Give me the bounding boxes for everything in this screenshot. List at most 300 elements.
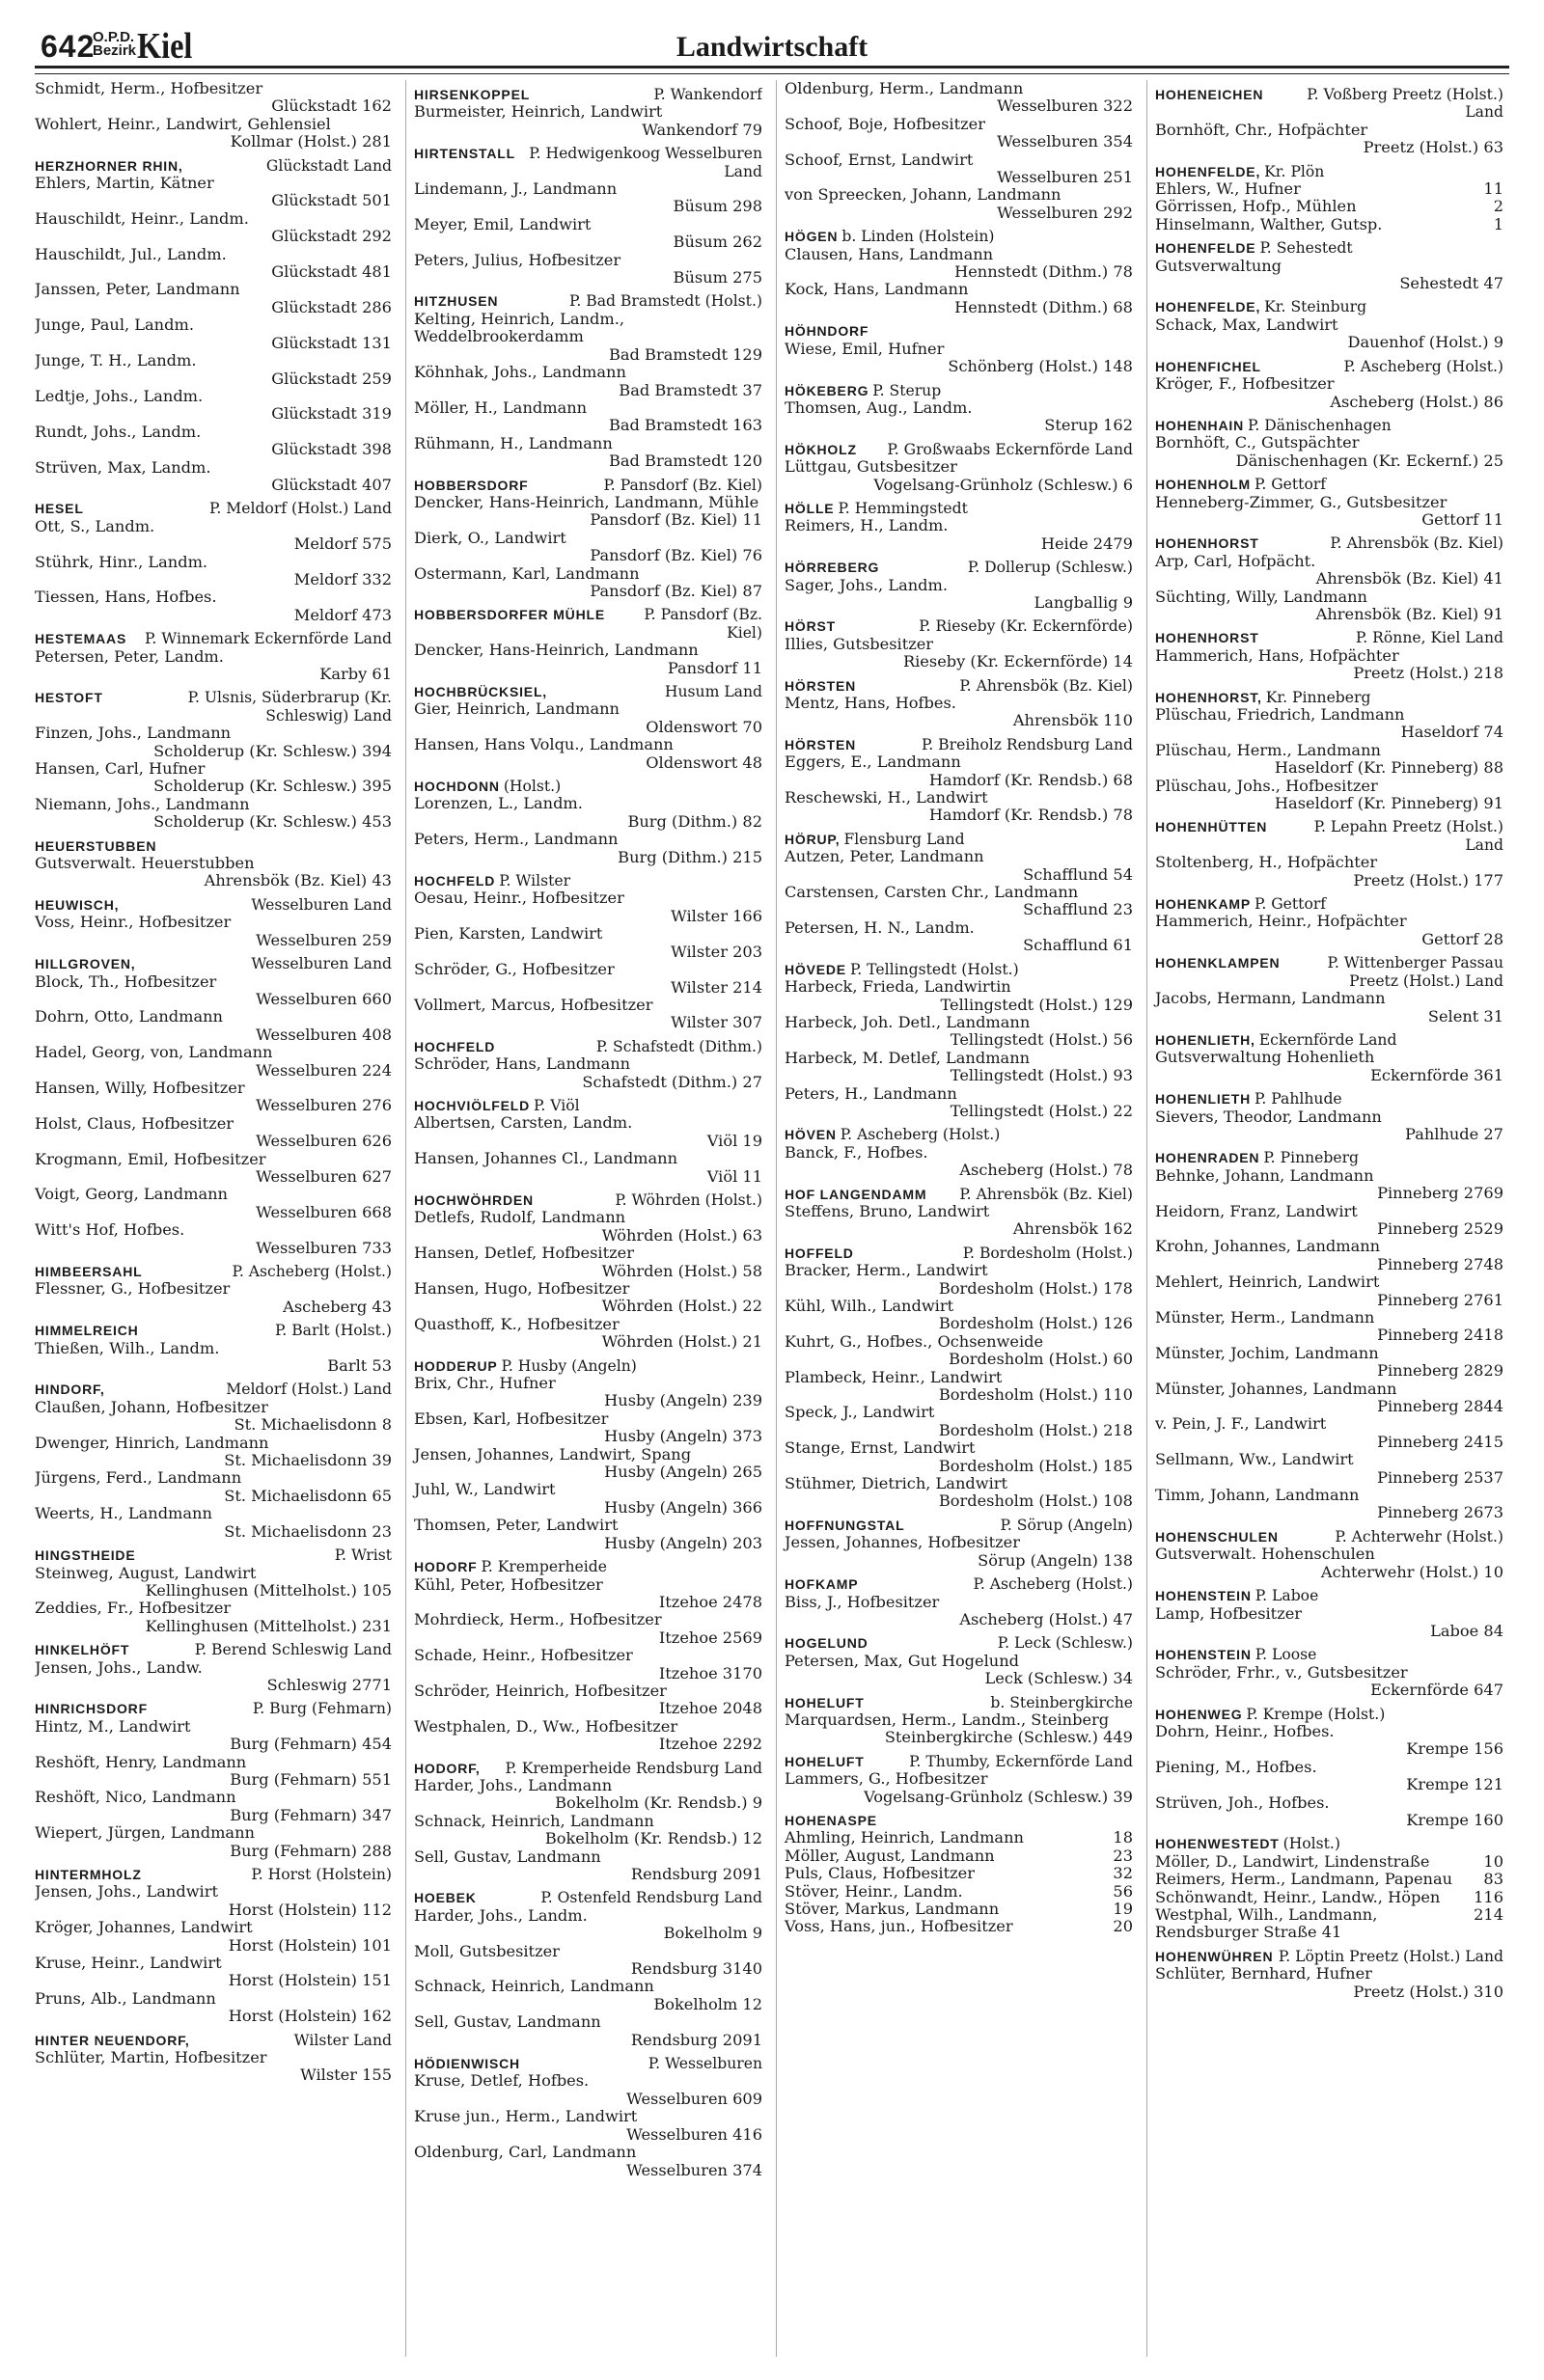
place-name: HIMMELREICH (35, 1323, 139, 1339)
list-item (414, 889, 762, 925)
list-item (414, 1481, 762, 1517)
list-item (1155, 913, 1503, 948)
entry-name: Zeddies, Fr., Hofbesitzer (35, 1599, 232, 1618)
entry-name: Plambeck, Heinr., Landwirt (785, 1367, 1003, 1386)
entry-location: Schönberg (Holst.) 148 (948, 357, 1133, 376)
place-heading (35, 1322, 392, 1339)
entry-name: Gier, Heinrich, Landmann (414, 699, 620, 719)
list-item (414, 399, 762, 435)
place-name: HIRTENSTALL (414, 146, 515, 162)
entry-phone: 23 (1113, 1846, 1133, 1865)
entry-location: Glückstadt 398 (271, 440, 392, 459)
entry-location: Wesselburen 416 (626, 2124, 762, 2144)
entry-name: Möller, D., Landwirt, Lindenstraße (1155, 1851, 1430, 1871)
place-postal: P. Lepahn Preetz (Holst.) Land (1313, 818, 1503, 854)
entry-name: Dohrn, Otto, Landmann (35, 1007, 223, 1026)
place-postal: P. Ahrensbök (Bz. Kiel) (959, 676, 1133, 695)
place-postal: P. Husby (Angeln) (501, 1356, 637, 1375)
place-postal: Eckernförde Land (1258, 1030, 1397, 1049)
page-number: 642 (41, 29, 96, 64)
list-item (1155, 1203, 1503, 1239)
entry-name: Dierk, O., Landwirt (414, 528, 566, 547)
place-heading (414, 292, 762, 310)
list-item (1155, 1853, 1503, 1871)
list-item (1155, 198, 1503, 215)
entry-location: Wesselburen 627 (256, 1166, 392, 1186)
list-item (785, 281, 1133, 316)
entry-name: Puls, Claus, Hofbesitzer (785, 1864, 975, 1883)
entry-name: Autzen, Peter, Landmann (785, 847, 984, 866)
entry-name: Speck, J., Landwirt (785, 1403, 935, 1422)
list-item (414, 961, 762, 997)
entry-location: Haseldorf (Kr. Pinneberg) 88 (1274, 758, 1503, 778)
list-item (785, 1085, 1133, 1121)
place-postal: P. Ascheberg (Holst.) (232, 1263, 392, 1280)
entry-location: Schafflund 61 (1023, 936, 1133, 955)
city-name: Kiel (137, 26, 193, 67)
list-item (35, 914, 392, 949)
entry-location: Preetz (Holst.) 310 (1353, 1982, 1503, 2001)
list-item (414, 736, 762, 772)
list-item (35, 352, 392, 388)
entry-name: Steffens, Bruno, Landwirt (785, 1201, 990, 1220)
list-item (35, 588, 392, 624)
entry-name: Jessen, Johannes, Hofbesitzer (785, 1533, 1020, 1552)
entry-name: Wohlert, Heinr., Landwirt, Gehlensiel (35, 114, 331, 133)
entry-location: Glückstadt 259 (271, 369, 392, 388)
entry-location: Kellinghusen (Mittelholst.) 231 (145, 1616, 392, 1635)
place-postal: Meldorf (Holst.) Land (226, 1381, 392, 1399)
place-postal: Wesselburen Land (251, 895, 392, 914)
list-item (785, 695, 1133, 730)
list-item (785, 517, 1133, 553)
place-heading (785, 1245, 1133, 1262)
entry-name: Kruse, Detlef, Hofbes. (414, 2071, 590, 2091)
entry-phone: 83 (1483, 1870, 1503, 1889)
entry-location: Hennstedt (Dithm.) 68 (954, 297, 1133, 316)
entry-name: Finzen, Johs., Landmann (35, 724, 232, 743)
place-heading (1155, 239, 1503, 257)
list-item (785, 399, 1133, 435)
list-item (1155, 494, 1503, 530)
place-postal: P. Bad Bramstedt (Holst.) (568, 292, 762, 311)
list-item (414, 1410, 762, 1446)
place-heading (785, 500, 1133, 517)
list-item (35, 1990, 392, 2026)
place-postal: b. Steinbergkirche (990, 1693, 1133, 1711)
list-item (1155, 778, 1503, 813)
entry-location: Wesselburen 322 (997, 96, 1133, 116)
entry-name: Peters, H., Landmann (785, 1083, 957, 1103)
place-name: HOHENHAIN (1155, 417, 1244, 433)
entry-location: Itzehoe 2569 (658, 1628, 762, 1647)
list-item (414, 997, 762, 1032)
entry-location: Schafflund 23 (1023, 900, 1133, 919)
entry-row (785, 1918, 1133, 1935)
list-item (785, 80, 1133, 116)
place-postal: P. Wöhrden (Holst.) (615, 1190, 762, 1209)
entry-location: Pinneberg 2844 (1377, 1397, 1503, 1416)
entry-name: Thomsen, Aug., Landm. (785, 397, 973, 417)
place-heading (1155, 534, 1503, 552)
entry-location: Bokelholm (Kr. Rendsb.) 12 (544, 1829, 762, 1848)
entry-name: Voigt, Georg, Landmann (35, 1185, 228, 1204)
entry-location: Tellingstedt (Holst.) 93 (950, 1066, 1133, 1085)
place-postal: P. Breiholz Rendsburg Land (921, 735, 1133, 753)
entry-location: Langballig 9 (1034, 592, 1133, 612)
entry-location: Krempe 121 (1406, 1775, 1503, 1794)
list-item (1155, 1605, 1503, 1641)
list-item (785, 1369, 1133, 1405)
place-heading (1155, 298, 1503, 315)
place-postal: P. Ascheberg (Holst.) (1343, 357, 1503, 375)
list-item (414, 1209, 762, 1245)
place-postal: P. Pinneberg (1263, 1149, 1360, 1167)
place-name: HOCHFELD (414, 1038, 496, 1054)
place-name: HOHENFELDE, (1155, 163, 1261, 179)
entry-name: Timm, Johann, Landmann (1155, 1486, 1360, 1505)
entry-name: Quasthoff, K., Hofbesitzer (414, 1314, 620, 1333)
place-heading (1155, 689, 1503, 706)
entry-name: Vollmert, Marcus, Hofbesitzer (414, 995, 653, 1014)
place-name: HOHENHÜTTEN (1155, 819, 1268, 835)
entry-row (1155, 180, 1503, 198)
place-postal: (Holst.) (503, 778, 562, 796)
list-item (1155, 1108, 1503, 1144)
list-item (35, 1789, 392, 1824)
entry-location: Eckernförde 647 (1370, 1681, 1503, 1700)
entry-phone: 32 (1113, 1864, 1133, 1883)
place-postal: P. Wilster (499, 872, 571, 890)
entry-name: Piening, M., Hofbes. (1155, 1757, 1317, 1776)
entry-name: Dwenger, Hinrich, Landmann (35, 1433, 269, 1452)
entry-location: Ahrensbök (Bz. Kiel) 91 (1315, 604, 1503, 623)
entry-name: Lüttgau, Gutsbesitzer (785, 457, 957, 477)
entry-location: Horst (Holstein) 151 (228, 1971, 392, 1990)
place-postal: Flensburg Land (843, 830, 965, 848)
place-name: HÖRREBERG (785, 560, 880, 576)
entry-name: Detlefs, Rudolf, Landmann (414, 1208, 626, 1227)
entry-location: Ahrensbök 162 (1012, 1219, 1133, 1239)
entry-name: Mohrdieck, Herm., Hofbesitzer (414, 1610, 662, 1629)
place-heading (35, 630, 392, 647)
entry-name: Reimers, Herm., Landmann, Papenau (1155, 1870, 1453, 1889)
place-name: HOHENKLAMPEN (1155, 955, 1281, 971)
place-postal: P. Ulsnis, Süderbrarup (Kr. Schleswig) Land (187, 689, 392, 725)
list-item (35, 554, 392, 589)
list-item (785, 1439, 1133, 1475)
place-postal: P. Horst (Holstein) (251, 1866, 392, 1883)
list-item (1155, 1309, 1503, 1345)
place-postal: P. Schafstedt (Dithm.) (595, 1037, 762, 1055)
entry-name: Pien, Karsten, Landwirt (414, 924, 603, 944)
list-item (35, 1919, 392, 1955)
entry-name: Schmidt, Herm., Hofbesitzer (35, 80, 263, 97)
place-name: HOF LANGENDAMM (785, 1186, 927, 1202)
entry-name: Oldenburg, Herm., Landmann (785, 80, 1024, 97)
entry-name: Görrissen, Hofp., Mühlen (1155, 197, 1357, 216)
entry-name: Krogmann, Emil, Hofbesitzer (35, 1149, 266, 1168)
list-item (1155, 1415, 1503, 1451)
entry-name: Thomsen, Peter, Landwirt (414, 1516, 619, 1535)
list-item (1155, 1906, 1503, 1942)
list-item (414, 1777, 762, 1813)
list-item (785, 1865, 1133, 1882)
place-name: HOHENFELDE, (1155, 299, 1261, 315)
entry-name: Harbeck, Frieda, Landwirtin (785, 977, 1011, 997)
place-postal: P. Achterwehr (Holst.) (1335, 1527, 1503, 1546)
entry-location: Meldorf 473 (293, 605, 392, 624)
place-heading (414, 145, 762, 180)
entry-location: Vogelsang-Grünholz (Schlesw.) 39 (864, 1787, 1133, 1806)
entry-name: Wiepert, Jürgen, Landmann (35, 1823, 255, 1843)
place-postal: P. Laboe (1254, 1587, 1319, 1605)
place-heading (35, 500, 392, 517)
list-item (35, 1659, 392, 1695)
list-item (414, 103, 762, 139)
entry-name: Dohrn, Heinr., Hofbes. (1155, 1721, 1335, 1740)
entry-location: Wilster 155 (300, 2065, 392, 2085)
list-item (1155, 180, 1503, 198)
entry-name: Block, Th., Hofbesitzer (35, 971, 217, 991)
entry-phone: 116 (1474, 1887, 1503, 1906)
place-heading (1155, 1948, 1503, 1965)
entry-name: Jürgens, Ferd., Landmann (35, 1468, 242, 1488)
list-item (35, 80, 392, 116)
entry-location: Büsum 275 (673, 268, 762, 287)
columns (35, 80, 1509, 2357)
entry-location: Husby (Angeln) 265 (604, 1463, 762, 1482)
entry-location: Glückstadt 162 (271, 96, 392, 116)
list-item (414, 530, 762, 565)
list-item (785, 1847, 1133, 1865)
place-heading (785, 1517, 1133, 1534)
list-item (35, 1399, 392, 1435)
entry-location: Bordesholm (Holst.) 178 (938, 1278, 1133, 1298)
entry-name: Schade, Heinr., Hofbesitzer (414, 1646, 633, 1665)
list-item (1155, 1451, 1503, 1487)
list-item (785, 1203, 1133, 1239)
place-name: HÖKEBERG (785, 382, 869, 398)
entry-location: Rendsburg 3140 (630, 1959, 762, 1979)
entry-location: Burg (Fehmarn) 288 (230, 1841, 392, 1860)
entry-location: Krempe 160 (1406, 1810, 1503, 1829)
place-postal: P. Tellingstedt (Holst.) (849, 960, 1019, 978)
list-item (414, 1280, 762, 1316)
list-item (1155, 647, 1503, 683)
entry-name: Hadel, Georg, von, Landmann (35, 1043, 273, 1062)
entry-name: Krohn, Johannes, Landmann (1155, 1237, 1381, 1256)
entry-name: Ebsen, Karl, Hofbesitzer (414, 1409, 609, 1428)
entry-name: Holst, Claus, Hofbesitzer (35, 1113, 234, 1133)
place-heading (414, 606, 762, 642)
entry-location: Bad Bramstedt 37 (619, 380, 762, 399)
place-name: HOBBERSDORFER MÜHLE (414, 607, 605, 623)
entry-location: Haseldorf (Kr. Pinneberg) 91 (1274, 794, 1503, 813)
entry-location: Ahrensbök (Bz. Kiel) 43 (204, 871, 392, 890)
place-postal: P. Wankendorf (653, 86, 762, 103)
entry-name: Westphal, Wilh., Landmann, Rendsburger Straße 41 (1155, 1905, 1378, 1942)
place-name: HOHENHOLM (1155, 477, 1251, 493)
place-postal: Husum Land (664, 683, 762, 700)
place-heading (35, 1263, 392, 1280)
place-name: HINDORF, (35, 1381, 105, 1398)
list-item (414, 1316, 762, 1352)
place-name: HODDERUP (414, 1357, 498, 1374)
entry-row (785, 1829, 1133, 1847)
place-heading (1155, 417, 1503, 434)
entry-location: Wesselburen 668 (256, 1202, 392, 1221)
list-item (414, 642, 762, 677)
entry-location: Dauenhof (Holst.) 9 (1347, 333, 1503, 352)
place-name: HÖVEDE (785, 961, 846, 977)
list-item (1155, 1345, 1503, 1381)
list-item (35, 2049, 392, 2085)
place-heading (35, 1381, 392, 1398)
list-item (35, 281, 392, 316)
entry-location: Horst (Holstein) 162 (228, 2007, 392, 2026)
list-item (414, 252, 762, 287)
entry-name: Sell, Gustav, Landmann (414, 2012, 601, 2032)
entry-name: Kröger, Johannes, Landwirt (35, 1918, 253, 1937)
entry-location: Pinneberg 2418 (1377, 1326, 1503, 1345)
place-name: HOHELUFT (785, 1753, 865, 1769)
list-item (35, 1280, 392, 1316)
place-name: HEUERSTUBBEN (35, 837, 157, 854)
list-item (1155, 316, 1503, 352)
list-item (785, 1298, 1133, 1333)
list-item (414, 1114, 762, 1150)
list-item (414, 925, 762, 961)
entry-name: Reshöft, Henry, Landmann (35, 1752, 247, 1771)
list-item (414, 364, 762, 399)
list-item (1155, 1487, 1503, 1522)
place-postal: P. Wrist (334, 1546, 392, 1565)
entry-name: Hansen, Carl, Hufner (35, 759, 206, 779)
entry-name: Mentz, Hans, Hofbes. (785, 694, 956, 712)
list-item (1155, 375, 1503, 411)
entry-location: Gettorf 11 (1421, 509, 1503, 529)
place-postal: P. Sehestedt (1259, 239, 1353, 258)
entry-name: Ostermann, Karl, Landmann (414, 563, 640, 583)
list-item (35, 1565, 392, 1600)
place-name: HOHENWEG (1155, 1706, 1243, 1722)
list-item (35, 796, 392, 832)
entry-location: Kollmar (Holst.) 281 (230, 132, 392, 151)
place-postal: P. Meldorf (Holst.) Land (209, 500, 392, 518)
list-item (785, 1534, 1133, 1570)
place-name: HÖRST (785, 618, 836, 635)
list-item (35, 424, 392, 459)
entry-location: Selent 31 (1427, 1006, 1503, 1026)
entry-name: Harder, Johs., Landmann (414, 1775, 613, 1794)
entry-location: Wilster 214 (671, 977, 762, 997)
place-heading (785, 1126, 1133, 1143)
place-postal: Glückstadt Land (265, 156, 392, 175)
entry-name: Kruse jun., Herm., Landwirt (414, 2107, 638, 2126)
entry-name: Oldenburg, Carl, Landmann (414, 2143, 637, 2162)
place-name: HOFKAMP (785, 1576, 859, 1593)
place-heading (1155, 1149, 1503, 1166)
entry-location: Eckernförde 361 (1370, 1065, 1503, 1084)
entry-name: Junge, Paul, Landm. (35, 315, 194, 335)
entry-location: Wesselburen 354 (997, 132, 1133, 151)
place-heading (1155, 1706, 1503, 1723)
entry-location: Viöl 11 (706, 1166, 762, 1186)
entry-phone: 11 (1483, 179, 1503, 199)
bezirk-label: Bezirk (93, 42, 137, 59)
place-name: HÖRUP, (785, 831, 841, 847)
entry-name: Harder, Johs., Landm. (414, 1905, 588, 1925)
place-postal: Wesselburen Land (251, 955, 392, 973)
place-name: HOHELUFT (785, 1694, 865, 1710)
place-postal: P. Wittenberger Passau Preetz (Holst.) Land (1327, 954, 1503, 990)
entry-location: Glückstadt 131 (271, 333, 392, 352)
entry-name: Ehlers, Martin, Kätner (35, 174, 214, 193)
entry-row (1155, 216, 1503, 233)
entry-name: Stöver, Heinr., Landm. (785, 1881, 963, 1901)
place-name: HODORF, (414, 1760, 481, 1776)
list-item (35, 1080, 392, 1115)
entry-row (785, 1865, 1133, 1882)
place-name: HOCHVIÖLFELD (414, 1097, 531, 1113)
entry-location: Wesselburen 660 (256, 989, 392, 1008)
entry-location: Barlt 53 (327, 1356, 392, 1376)
entry-location: Itzehoe 2048 (658, 1699, 762, 1718)
entry-location: Glückstadt 481 (271, 262, 392, 282)
entry-name: Rundt, Johs., Landm. (35, 422, 202, 441)
entry-name: Pruns, Alb., Landmann (35, 1988, 216, 2008)
entry-location: Glückstadt 292 (271, 227, 392, 246)
list-item (414, 1245, 762, 1280)
entry-name: Peters, Julius, Hofbesitzer (414, 250, 621, 269)
place-name: HOCHBRÜCKSIEL, (414, 684, 547, 699)
entry-name: Lamp, Hofbesitzer (1155, 1603, 1303, 1623)
list-item (1155, 1238, 1503, 1273)
list-item (1155, 1546, 1503, 1581)
entry-location: Meldorf 575 (293, 534, 392, 554)
entry-location: Vogelsang-Grünholz (Schlesw.) 6 (873, 475, 1133, 494)
list-item (1155, 1759, 1503, 1794)
list-item (1155, 1871, 1503, 1888)
place-heading (35, 955, 392, 972)
place-postal: P. Ahrensbök (Bz. Kiel) (959, 1185, 1133, 1203)
entry-name: Sievers, Theodor, Landmann (1155, 1107, 1382, 1126)
place-postal: P. Dänischenhagen (1247, 416, 1392, 434)
entry-name: Rühmann, H., Landmann (414, 433, 613, 452)
entry-location: Pansdorf 11 (667, 658, 762, 677)
place-heading (414, 1357, 762, 1375)
entry-name: Hansen, Johannes Cl., Landmann (414, 1149, 678, 1168)
place-heading (414, 1038, 762, 1055)
place-heading (1155, 1587, 1503, 1604)
list-item (785, 458, 1133, 494)
list-item (785, 1404, 1133, 1439)
list-item (785, 1829, 1133, 1847)
place-postal: P. Barlt (Holst.) (274, 1322, 392, 1340)
entry-location: Bad Bramstedt 163 (609, 416, 762, 435)
entry-location: Achterwehr (Holst.) 10 (1320, 1562, 1503, 1581)
list-item (1155, 258, 1503, 293)
entry-location: Wesselburen 251 (997, 168, 1133, 187)
list-item (414, 1718, 762, 1754)
place-postal: P. Rieseby (Kr. Eckernförde) (919, 617, 1133, 636)
entry-name: Hansen, Hans Volqu., Landmann (414, 735, 674, 754)
list-item (785, 1770, 1133, 1806)
place-heading (414, 1191, 762, 1209)
entry-location: Pahlhude 27 (1405, 1124, 1503, 1143)
entry-location: Sterup 162 (1044, 416, 1133, 435)
